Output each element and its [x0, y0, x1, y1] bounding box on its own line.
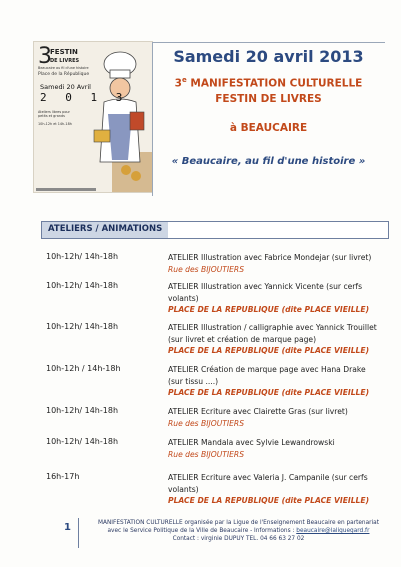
- section-title: ATELIERS / ANIMATIONS: [42, 222, 168, 238]
- poster-hours: 10h-12h et 14h-18h: [38, 122, 72, 126]
- event-date: Samedi 20 avril 2013: [173, 47, 364, 66]
- activity-time: 10h-12h/ 14h-18h: [46, 281, 119, 290]
- activity-description: ATELIER Ecriture avec Clairette Gras (sur livret) Rue des BIJOUTIERS: [168, 406, 382, 429]
- event-city: à BEAUCAIRE: [229, 122, 308, 134]
- activity-description: ATELIER Ecriture avec Valeria J. Campanile (sur cerfs volants) PLACE DE LA REPUBLIQUE (dite PLACE VIEILLE): [168, 472, 382, 507]
- poster-date: Samedi 20 Avril: [40, 83, 91, 91]
- activity-location: PLACE DE LA REPUBLIQUE (dite PLACE VIEILLE): [168, 346, 370, 355]
- footer-text: MANIFESTATION CULTURELLE organisée par la Ligue de l'Enseignement Beaucaire en partenariat avec le Service Politique de la Ville de Beaucaire - Informations : beaucaire@laliguegard.fr Contact : virginie DUPUY TEL. 04 66 63 27 02: [98, 520, 379, 542]
- activity-time: 10h-12h/ 14h-18h: [46, 406, 119, 415]
- activity-description: ATELIER Illustration avec Yannick Vicente (sur cerfs volants) PLACE DE LA REPUBLIQUE (dite PLACE VIEILLE): [168, 281, 382, 316]
- activity-location: PLACE DE LA REPUBLIQUE (dite PLACE VIEILLE): [168, 388, 370, 397]
- activity-location: Rue des BIJOUTIERS: [168, 449, 245, 459]
- activity-location: PLACE DE LA REPUBLIQUE (dite PLACE VIEILLE): [168, 305, 370, 314]
- poster-number: 3: [38, 44, 52, 69]
- activity-time: 10h-12h/ 14h-18h: [46, 437, 119, 446]
- event-slogan: « Beaucaire, au fil d'une histoire »: [171, 156, 366, 167]
- activity-description: ATELIER Mandala avec Sylvie Lewandrowski Rue des BIJOUTIERS: [168, 437, 382, 460]
- activity-description: ATELIER Création de marque page avec Hana Drake (sur tissu ....) PLACE DE LA REPUBLIQUE (dite PLACE VIEILLE): [168, 364, 382, 399]
- activity-location: PLACE DE LA REPUBLIQUE (dite PLACE VIEILLE): [168, 496, 370, 505]
- activity-description: ATELIER Illustration avec Fabrice Mondejar (sur livret) Rue des BIJOUTIERS: [168, 252, 382, 275]
- activity-description: ATELIER Illustration / calligraphie avec Yannick Trouillet (sur livret et création de marque page) PLACE DE LA REPUBLIQUE (dite PLACE VIEILLE): [168, 322, 382, 357]
- poster-tagline: Beaucaire au fil d'une histoire: [38, 66, 89, 70]
- activity-time: 10h-12h/ 14h-18h: [46, 322, 119, 331]
- poster-festin: FESTIN DE LIVRES: [50, 48, 80, 64]
- poster-ateliers: Ateliers libres pour petits et grands: [38, 110, 70, 118]
- section-header: [41, 221, 389, 239]
- edition-title: 3e MANIFESTATION CULTURELLE: [174, 76, 363, 90]
- festival-name: FESTIN DE LIVRES: [215, 93, 322, 105]
- page-number: 1: [64, 522, 71, 533]
- festival-poster: [33, 41, 153, 193]
- poster-place: Place de la République: [38, 72, 90, 77]
- activity-location: Rue des BIJOUTIERS: [168, 264, 245, 274]
- contact-email-link[interactable]: beaucaire@laliguegard.fr: [296, 528, 370, 534]
- footer-divider: [78, 518, 79, 548]
- poster-year: 2 0 1 3: [40, 91, 129, 104]
- activity-time: 16h-17h: [46, 472, 80, 481]
- activity-time: 10h-12h / 14h-18h: [46, 364, 121, 373]
- activity-location: Rue des BIJOUTIERS: [168, 418, 245, 428]
- activity-time: 10h-12h/ 14h-18h: [46, 252, 119, 261]
